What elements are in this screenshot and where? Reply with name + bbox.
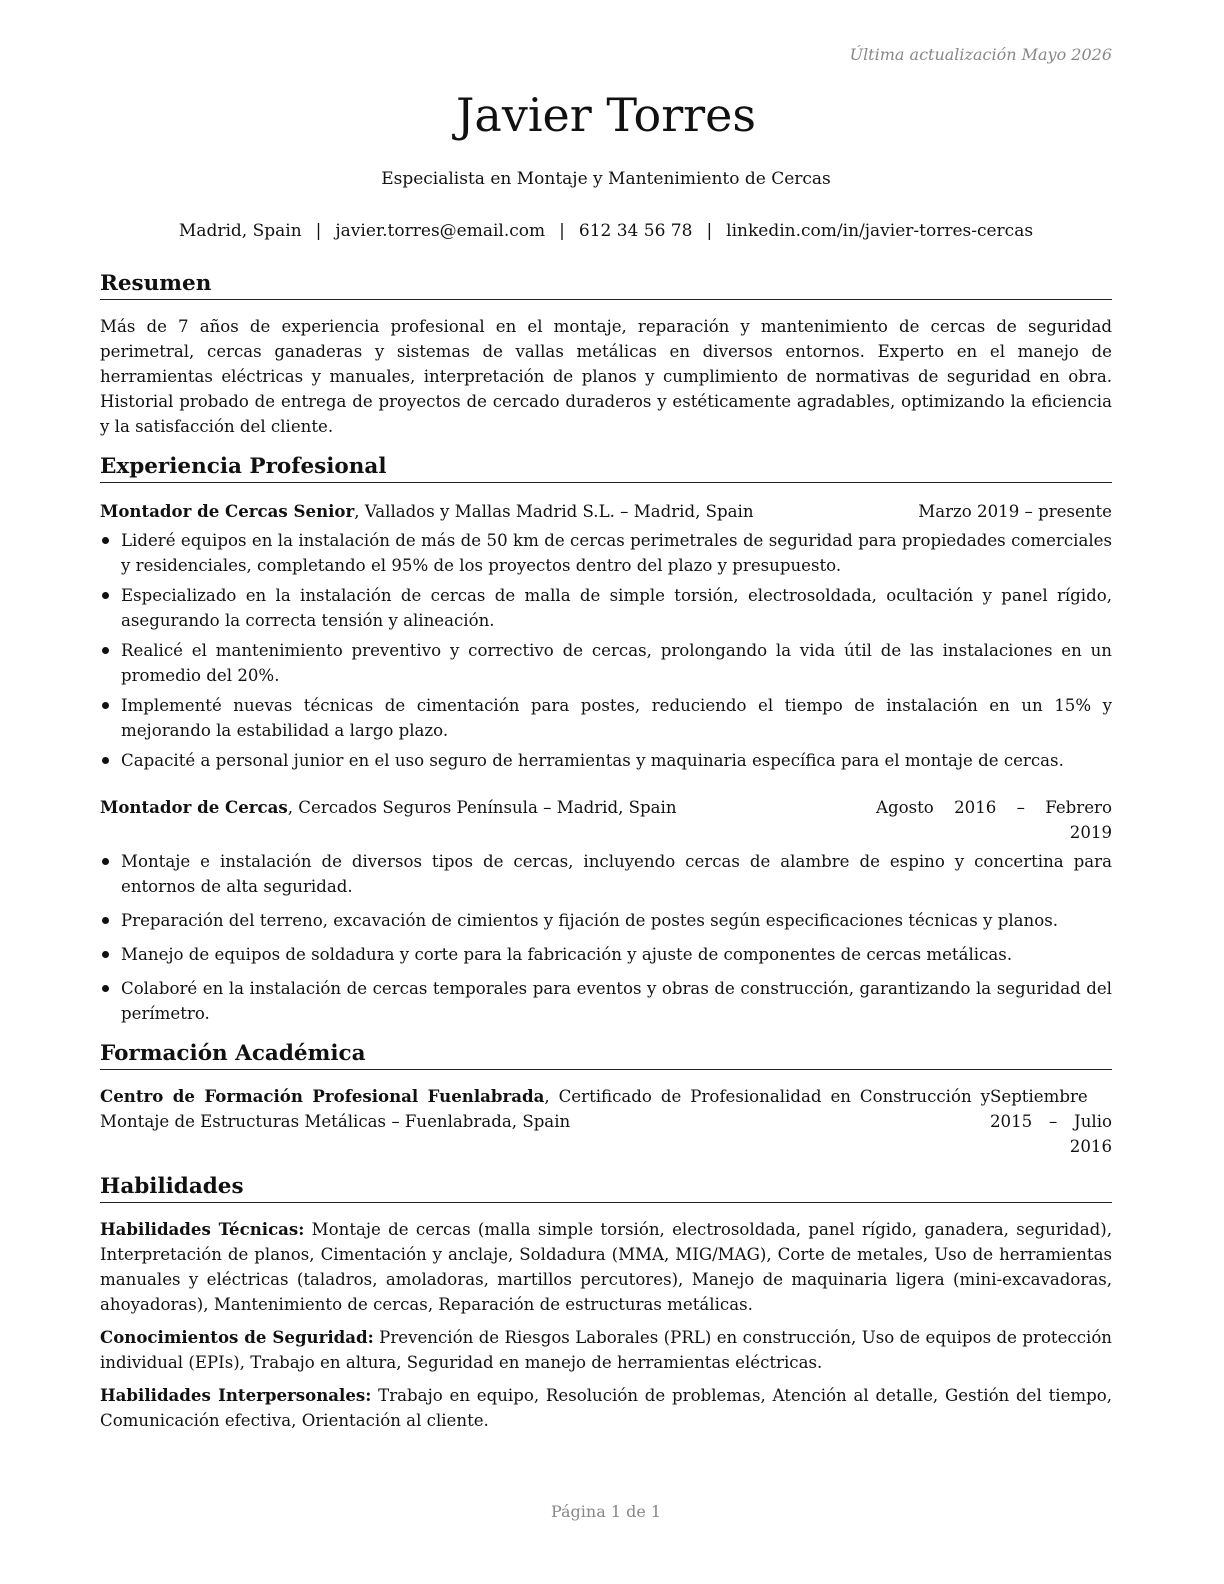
candidate-name: Javier Torres	[455, 88, 756, 142]
job-dates: Agosto 2016 – Febrero 2019	[876, 798, 1112, 842]
list-item: Preparación del terreno, excavación de cimientos y fijación de postes según especificaciones técnicas y planos.	[100, 908, 1112, 933]
job-entry	[100, 795, 1112, 1026]
summary-text: Más de 7 años de experiencia profesional en el montaje, reparación y mantenimiento de cercas de seguridad perimetral, cercas ganaderas y sistemas de vallas metálicas en diversos entornos. Experto en el manejo de herramientas eléctricas y manuales, interpretación de planos y cumplimiento de normativas de seguridad en obra. Historial probado de entrega de proyectos de cercado duraderos y estéticamente agradables, optimizando la eficiencia y la satisfacción del cliente.	[100, 317, 1112, 436]
job-role: Montador de Cercas Senior	[100, 501, 355, 521]
skill-text: Trabajo en equipo, Resolución de problemas, Atención al detalle, Gestión del tiempo, Comunicación efectiva, Orientación al cliente.	[100, 1386, 1113, 1430]
skill-group-technical	[100, 1217, 1112, 1317]
experience-section	[100, 453, 1112, 1026]
list-item: Colaboré en la instalación de cercas temporales para eventos y obras de construcción, garantizando la seguridad del perímetro.	[100, 976, 1112, 1026]
skill-text: Montaje de cercas (malla simple torsión, electrosoldada, panel rígido, ganadera, seguridad), Interpretación de planos, Cimentación y anclaje, Soldadura (MMA, MIG/MAG), Corte de metales, Uso de herramientas manuales y eléctricas (taladros, amoladoras, martillos percutores), Manejo de maquinaria ligera (mini-excavadoras, ahoyadoras), Mantenimiento de cercas, Reparación de estructuras metálicas.	[100, 1220, 1112, 1314]
job-company: , Cercados Seguros Península – Madrid, Spain	[287, 798, 677, 817]
list-item: Capacité a personal junior en el uso seguro de herramientas y maquinaria específica para el montaje de cercas.	[100, 748, 1112, 773]
summary-section	[100, 270, 1112, 439]
contact-separator: |	[706, 221, 713, 241]
education-detail: , Certificado de Profesionalidad en Construcción y Montaje de Estructuras Metálicas – Fuenlabrada, Spain	[100, 1087, 990, 1131]
job-dates: Marzo 2019 – presente	[918, 502, 1112, 521]
job-role: Montador de Cercas	[100, 797, 288, 817]
section-title-experience: Experiencia Profesional	[100, 453, 1112, 483]
contact-linkedin[interactable]: linkedin.com/in/javier-torres-cercas	[726, 221, 1034, 241]
skills-section	[100, 1173, 1112, 1433]
page-number: Página 1 de 1	[550, 1502, 662, 1521]
list-item: Lideré equipos en la instalación de más de 50 km de cercas perimetrales de seguridad para propiedades comerciales y residenciales, completando el 95% de los proyectos dentro del plazo y presupuesto.	[100, 528, 1112, 578]
contact-separator: |	[315, 221, 322, 241]
skill-label: Habilidades Interpersonales:	[100, 1385, 372, 1405]
skill-label: Habilidades Técnicas:	[100, 1219, 305, 1239]
candidate-tagline: Especialista en Montaje y Mantenimiento de Cercas	[381, 169, 831, 189]
section-title-skills: Habilidades	[100, 1173, 1112, 1203]
contact-email[interactable]: javier.torres@email.com	[335, 221, 546, 241]
resume-content	[100, 270, 1112, 1433]
list-item: Especializado en la instalación de cercas de malla de simple torsión, electrosoldada, ocultación y panel rígido, asegurando la correcta tensión y alineación.	[100, 583, 1112, 633]
skill-text: Prevención de Riesgos Laborales (PRL) en construcción, Uso de equipos de protección individual (EPIs), Trabajo en altura, Seguridad en manejo de herramientas eléctricas.	[100, 1328, 1112, 1372]
job-header	[100, 499, 1112, 524]
list-item: Implementé nuevas técnicas de cimentación para postes, reduciendo el tiempo de instalación en un 15% y mejorando la estabilidad a largo plazo.	[100, 693, 1112, 743]
job-bullets	[100, 849, 1112, 1026]
contact-line	[100, 221, 1112, 241]
list-item: Realicé el mantenimiento preventivo y correctivo de cercas, prolongando la vida útil de las instalaciones en un promedio del 20%.	[100, 638, 1112, 688]
list-item: Montaje e instalación de diversos tipos de cercas, incluyendo cercas de alambre de espino y concertina para entornos de alta seguridad.	[100, 849, 1112, 899]
section-title-education: Formación Académica	[100, 1040, 1112, 1070]
contact-phone[interactable]: 612 34 56 78	[578, 221, 693, 241]
job-header	[100, 795, 1112, 845]
job-title-line	[100, 795, 677, 820]
job-bullets	[100, 528, 1112, 773]
contact-separator: |	[559, 221, 565, 241]
skill-group-safety	[100, 1325, 1112, 1375]
job-entry	[100, 499, 1112, 773]
education-line	[100, 1084, 990, 1134]
education-entry	[100, 1084, 1112, 1159]
job-title-line	[100, 499, 754, 524]
section-title-summary: Resumen	[100, 270, 1112, 300]
contact-location: Madrid, Spain	[178, 221, 302, 241]
resume-page	[100, 0, 1112, 1584]
education-dates: Septiembre 2015 – Julio 2016	[990, 1087, 1112, 1156]
skill-group-interpersonal	[100, 1383, 1112, 1433]
skill-label: Conocimientos de Seguridad:	[100, 1327, 374, 1347]
job-company: , Vallados y Mallas Madrid S.L. – Madrid, Spain	[354, 502, 754, 521]
education-section	[100, 1040, 1112, 1159]
list-item: Manejo de equipos de soldadura y corte para la fabricación y ajuste de componentes de cercas metálicas.	[100, 942, 1112, 967]
education-school: Centro de Formación Profesional Fuenlabrada	[100, 1086, 545, 1106]
last-updated: Última actualización Mayo 2026	[849, 45, 1112, 64]
